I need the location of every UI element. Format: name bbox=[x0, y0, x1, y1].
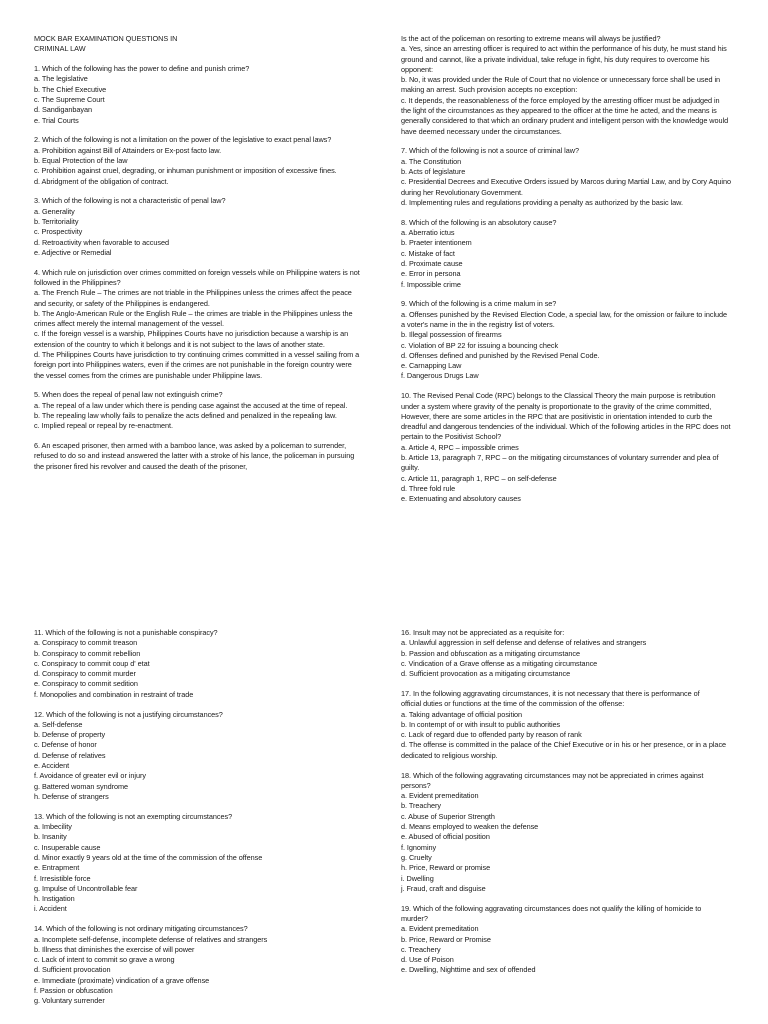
answer-option: d. Sandiganbayan bbox=[34, 105, 93, 115]
answer-option: a. Evident premeditation bbox=[401, 924, 479, 934]
answer-option: c. Prohibition against cruel, degrading, or inhuman punishment or imposition of excessive fines. bbox=[34, 166, 337, 176]
answer-option: e. Adjective or Remedial bbox=[34, 247, 112, 257]
answer-option: c. Violation of BP 22 for issuing a bouncing check bbox=[401, 340, 559, 350]
question-block bbox=[401, 904, 731, 976]
answer-option: e. Trial Courts bbox=[34, 115, 79, 125]
answer-option: a. Generality bbox=[34, 206, 75, 216]
answer-option: c. Insuperable cause bbox=[34, 842, 101, 852]
answer-option: f. Irresistible force bbox=[34, 873, 91, 883]
page-2-left-column bbox=[34, 628, 362, 1016]
answer-option: d. Defense of relatives bbox=[34, 750, 106, 760]
answer-option: d. Offenses defined and punished by the Revised Penal Code. bbox=[401, 350, 600, 360]
answer-option: a. Incomplete self-defense, incomplete defense of relatives and strangers bbox=[34, 934, 268, 944]
question-block bbox=[401, 771, 731, 895]
question-stem: 11. Which of the following is not a punishable conspiracy? bbox=[34, 628, 218, 637]
answer-option: d. Conspiracy to commit murder bbox=[34, 669, 136, 679]
answer-option: b. Illness that diminishes the exercise of will power bbox=[34, 944, 195, 954]
answer-option: f. Passion or obfuscation bbox=[34, 986, 113, 995]
answer-option: c. If the foreign vessel is a warship, Philippines Courts have no jurisdiction because a warship is an extension of the country to which it belongs and it is not subject to the laws of another state. bbox=[34, 329, 349, 349]
answer-option: b. Equal Protection of the law bbox=[34, 155, 128, 165]
answer-option: g. Voluntary surrender bbox=[34, 996, 105, 1006]
question-stem: Is the act of the policeman on resorting to extreme means will always be justified? bbox=[401, 34, 661, 43]
answer-option: b. The repealing law wholly fails to penalize the acts defined and penalized in the repealing law. bbox=[34, 411, 337, 420]
answer-option: f. Monopolies and combination in restraint of trade bbox=[34, 689, 194, 699]
answer-option: b. Defense of property bbox=[34, 730, 106, 740]
answer-option: b. Passion and obfuscation as a mitigating circumstance bbox=[401, 648, 580, 658]
answer-option: d. Use of Poison bbox=[401, 955, 454, 965]
answer-option: g. Battered woman syndrome bbox=[34, 781, 129, 791]
answer-option: a. The Constitution bbox=[401, 156, 462, 166]
answer-option: d. Sufficient provocation as a mitigating circumstance bbox=[401, 669, 571, 679]
answer-option: f. Avoidance of greater evil or injury bbox=[34, 771, 146, 781]
question-stem: murder? bbox=[401, 913, 428, 923]
question-stem: official duties or functions at the time of the commission of the offense: bbox=[401, 699, 625, 709]
question-stem: 18. Which of the following aggravating circumstances may not be appreciated in crimes against bbox=[401, 770, 704, 780]
answer-option: g. Cruelty bbox=[401, 852, 432, 862]
answer-option: d. Proximate cause bbox=[401, 258, 463, 268]
question-stem: 13. Which of the following is not an exempting circumstances? bbox=[34, 811, 233, 821]
answer-option: f. Ignominy bbox=[401, 842, 437, 852]
answer-option: a. Offenses punished by the Revised Election Code, a special law, for the omission or failure to include a voter's name in the in the registry list of voters. bbox=[401, 309, 728, 329]
question-stem: 2. Which of the following is not a limitation on the power of the legislative to exact penal laws? bbox=[34, 135, 332, 145]
answer-option: a. The repeal of a law under which there is pending case against the accused at the time of repeal. bbox=[34, 400, 348, 410]
answer-option: c. Lack of intent to commit so grave a wrong bbox=[34, 955, 175, 965]
answer-option: a. Conspiracy to commit treason bbox=[34, 638, 138, 648]
answer-option: c. Prospectivity bbox=[34, 227, 83, 237]
answer-option: d. Minor exactly 9 years old at the time of the commission of the offense bbox=[34, 852, 263, 862]
answer-option: d. Abridgment of the obligation of contract. bbox=[34, 176, 169, 186]
answer-option: c. Defense of honor bbox=[34, 740, 97, 750]
question-block bbox=[34, 812, 362, 915]
answer-option: b. Acts of legislature bbox=[401, 167, 466, 177]
answer-option: d. The offense is committed in the palace of the Chief Executive or in his or her presence, or in a place dedicated to religious worship. bbox=[401, 740, 727, 760]
question-stem: 17. In the following aggravating circumstances, it is not necessary that there is performance of bbox=[401, 688, 700, 698]
question-stem: 12. Which of the following is not a justifying circumstances? bbox=[34, 709, 223, 719]
answer-option: b. Illegal possession of firearms bbox=[401, 330, 502, 340]
answer-option: e. Immediate (proximate) vindication of a grave offense bbox=[34, 975, 210, 985]
answer-option: c. Treachery bbox=[401, 944, 441, 954]
answer-option: b. The Anglo-American Rule or the English Rule – the crimes are triable in the Philippines unless the crimes affect merely the internal management of the vessel. bbox=[34, 308, 353, 329]
question-stem: 3. Which of the following is not a characteristic of penal law? bbox=[34, 196, 226, 206]
answer-option: b. Treachery bbox=[401, 801, 441, 811]
question-stem: 5. When does the repeal of penal law not extinguish crime? bbox=[34, 390, 223, 400]
question-block bbox=[34, 268, 362, 381]
answer-option: h. Price, Reward or promise bbox=[401, 863, 491, 873]
answer-option: c. Presidential Decrees and Executive Orders issued by Marcos during Martial Law, and by Cory Aquino during her Revolutionary Government. bbox=[401, 177, 732, 197]
question-stem: 7. Which of the following is not a source of criminal law? bbox=[401, 146, 579, 156]
answer-option: a. Prohibition against Bill of Attainders or Ex-post facto law. bbox=[34, 145, 222, 155]
question-block bbox=[401, 146, 731, 208]
answer-option: a. Unlawful aggression in self defense and defense of relatives and strangers bbox=[401, 638, 647, 648]
answer-option: a. The legislative bbox=[34, 74, 88, 84]
answer-option: e. Extenuating and absolutory causes bbox=[401, 494, 521, 504]
answer-option: a. Aberratio ictus bbox=[401, 228, 455, 238]
question-block bbox=[34, 390, 362, 431]
document-subtitle: CRIMINAL LAW bbox=[34, 44, 86, 54]
question-block bbox=[401, 218, 731, 290]
question-stem: 4. Which rule on jurisdiction over crimes committed on foreign vessels while on Philippine waters is not followed in the Philippines? bbox=[34, 267, 360, 287]
document-header bbox=[34, 34, 362, 55]
question-stem: 1. Which of the following has the power to define and punish crime? bbox=[34, 64, 250, 74]
answer-option: c. It depends, the reasonableness of the force employed by the arresting officer must be adjudged in the light of the circumstances as they appeared to the officer at the time he acted, and the means is generally considered to that which an ordinary prudent and intelligent person with the knowledge would have deemed necessary under the circumstances. bbox=[401, 95, 729, 136]
answer-option: d. Means employed to weaken the defense bbox=[401, 822, 539, 832]
question-block bbox=[34, 64, 362, 126]
answer-option: b. Insanity bbox=[34, 832, 67, 842]
answer-option: e. Accident bbox=[34, 761, 70, 771]
answer-option: c. Implied repeal or repeal by re-enactment. bbox=[34, 421, 173, 431]
answer-option: i. Dwelling bbox=[401, 873, 434, 883]
answer-option: c. Mistake of fact bbox=[401, 248, 455, 258]
answer-option: h. Defense of strangers bbox=[34, 791, 109, 801]
answer-option: d. Three fold rule bbox=[401, 483, 456, 493]
question-stem: 16. Insult may not be appreciated as a requisite for: bbox=[401, 628, 565, 637]
question-block bbox=[34, 710, 362, 803]
answer-option: i. Accident bbox=[34, 904, 67, 914]
document-page-2 bbox=[0, 616, 768, 1024]
answer-option: e. Abused of official position bbox=[401, 832, 490, 842]
question-block bbox=[401, 299, 731, 381]
question-block bbox=[401, 34, 731, 137]
answer-option: b. Territoriality bbox=[34, 216, 79, 226]
answer-option: a. Self-defense bbox=[34, 719, 83, 729]
answer-option: b. The Chief Executive bbox=[34, 84, 107, 94]
document-title: MOCK BAR EXAMINATION QUESTIONS IN bbox=[34, 34, 178, 43]
answer-option: f. Impossible crime bbox=[401, 279, 461, 289]
answer-option: e. Carnapping Law bbox=[401, 361, 462, 371]
page-2-right-column bbox=[401, 628, 731, 985]
question-block bbox=[401, 628, 731, 679]
question-stem: 9. Which of the following is a crime malum in se? bbox=[401, 299, 557, 309]
answer-option: b. Price, Reward or Promise bbox=[401, 934, 491, 944]
question-block bbox=[401, 689, 731, 761]
answer-option: h. Instigation bbox=[34, 894, 75, 904]
question-block bbox=[34, 924, 362, 1006]
answer-option: f. Dangerous Drugs Law bbox=[401, 371, 479, 381]
answer-option: a. Evident premeditation bbox=[401, 791, 479, 801]
question-block bbox=[34, 196, 362, 258]
answer-option: b. Conspiracy to commit rebellion bbox=[34, 648, 141, 658]
question-stem: 10. The Revised Penal Code (RPC) belongs to the Classical Theory the main purpose is retribution under a system where gravity of the penalty is proportionate to the gravity of the crime committed, However, there are some articles in the RPC that are positivistic in orientation intended to curb the dreadful and dangerous tendencies of the individual. Which of the following articles in the RPC does not pertain to the Positivist School? bbox=[401, 391, 731, 442]
answer-option: c. Lack of regard due to offended party by reason of rank bbox=[401, 730, 582, 740]
question-block bbox=[34, 441, 362, 472]
answer-option: c. Abuse of Superior Strength bbox=[401, 811, 495, 821]
answer-option: a. Taking advantage of official position bbox=[401, 709, 523, 719]
answer-option: e. Error in persona bbox=[401, 269, 461, 279]
question-block bbox=[34, 628, 362, 700]
answer-option: a. Yes, since an arresting officer is required to act within the performance of his duty, he must stand his ground and cannot, like a private individual, take refuge in fight, his duty requires to overcome his opponent: bbox=[401, 44, 727, 74]
answer-option: e. Dwelling, Nighttime and sex of offended bbox=[401, 965, 536, 975]
question-stem: 19. Which of the following aggravating circumstances does not qualify the killing of homicide to bbox=[401, 903, 702, 913]
answer-option: c. Vindication of a Grave offense as a mitigating circumstance bbox=[401, 658, 598, 668]
answer-option: a. The French Rule – The crimes are not triable in the Philippines unless the crimes affect the peace and security, or safety of the Philippines is endangered. bbox=[34, 288, 352, 308]
answer-option: c. Article 11, paragraph 1, RPC – on self-defense bbox=[401, 473, 557, 483]
answer-option: d. Implementing rules and regulations providing a penalty as authorized by the basic law. bbox=[401, 197, 683, 207]
answer-option: b. No, it was provided under the Rule of Court that no violence or unnecessary force shall be used in making an arrest. Such provision accepts no exception: bbox=[401, 75, 721, 95]
answer-option: d. The Philippines Courts have jurisdiction to try continuing crimes committed in a vessel sailing from a foreign port into Philippines waters, even if the crimes are not punishable in the foreign country were the vessel comes from the crimes are punishable under Philippine laws. bbox=[34, 350, 360, 380]
answer-option: e. Entrapment bbox=[34, 863, 80, 873]
answer-option: d. Sufficient provocation bbox=[34, 965, 111, 975]
answer-option: b. Article 13, paragraph 7, RPC – on the mitigating circumstances of voluntary surrender and plea of guilty. bbox=[401, 452, 719, 473]
answer-option: c. The Supreme Court bbox=[34, 94, 105, 104]
answer-option: b. In contempt of or with insult to public authorities bbox=[401, 719, 561, 729]
question-stem: persons? bbox=[401, 780, 431, 790]
answer-option: a. Imbecility bbox=[34, 822, 72, 832]
page-1-right-column bbox=[401, 34, 731, 514]
question-block bbox=[401, 391, 731, 504]
answer-option: c. Conspiracy to commit coup d' etat bbox=[34, 658, 150, 668]
page-1-left-column bbox=[34, 34, 362, 481]
question-stem: 14. Which of the following is not ordinary mitigating circumstances? bbox=[34, 924, 248, 934]
answer-option: g. Impulse of Uncontrollable fear bbox=[34, 883, 138, 893]
answer-option: d. Retroactivity when favorable to accused bbox=[34, 237, 169, 247]
answer-option: e. Conspiracy to commit sedition bbox=[34, 679, 138, 689]
answer-option: b. Praeter intentionem bbox=[401, 238, 472, 248]
question-block bbox=[34, 135, 362, 186]
answer-option: j. Fraud, craft and disguise bbox=[401, 883, 486, 893]
question-stem: 6. An escaped prisoner, then armed with a bamboo lance, was asked by a policeman to surrender, refused to do so and instead answered the latter with a stroke of his lance, the policeman in pursuing the prisoner fired his revolver and caused the death of the prisoner, bbox=[34, 441, 355, 471]
question-stem: 8. Which of the following is an absolutory cause? bbox=[401, 217, 557, 227]
answer-option: a. Article 4, RPC – impossible crimes bbox=[401, 442, 519, 452]
